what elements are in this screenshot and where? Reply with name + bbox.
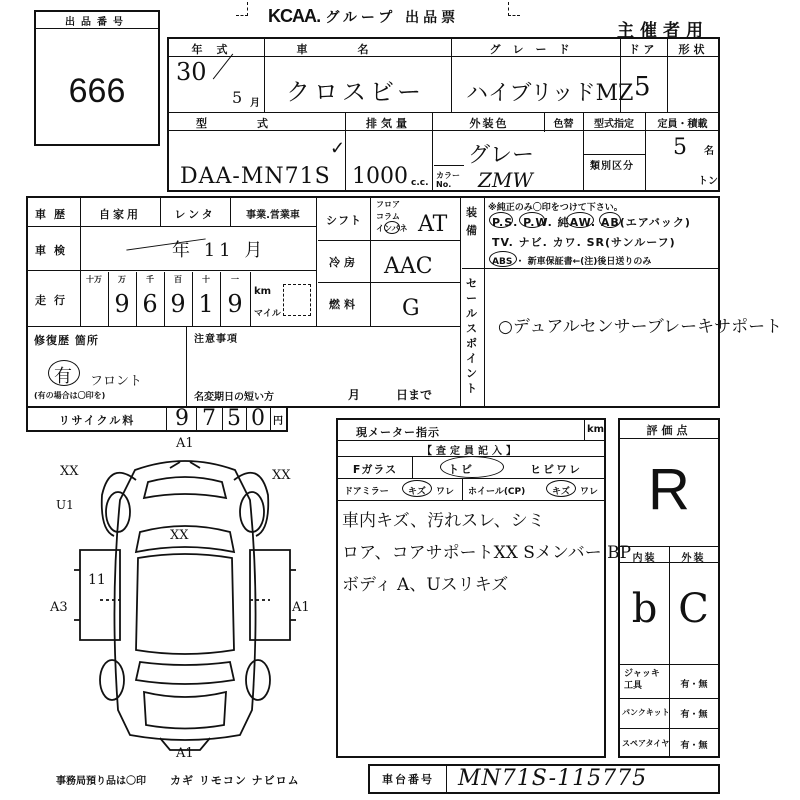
shift-value: AT: [418, 212, 448, 237]
mark-left: A3: [50, 600, 68, 615]
office-note: 事務局預り品は〇印: [56, 776, 146, 787]
exterior-color-label: 外装色: [469, 117, 509, 130]
divider: [270, 408, 271, 430]
jack-label: ジャッキ工具: [624, 669, 660, 691]
shift-label: シフト: [326, 214, 362, 227]
corner-mark: [508, 2, 520, 16]
title-text: .グループ 出品票: [316, 10, 460, 26]
fuel-label: 燃料: [329, 298, 359, 311]
score-value: R: [648, 457, 690, 522]
shift-panel: インパネ: [376, 224, 408, 233]
ac-value: AAC: [384, 254, 433, 279]
divider: [28, 326, 460, 327]
lot-number-label: 出品番号: [65, 17, 129, 28]
exterior-value: C: [678, 586, 709, 632]
exterior-color-value: グレー: [468, 143, 535, 168]
divider: [412, 456, 413, 478]
type-value: DAA-MN71S: [180, 164, 331, 189]
capacity-unit: 名: [704, 146, 714, 157]
divider: [338, 440, 604, 441]
repair-label: 修復歴 箇所: [34, 334, 99, 347]
mileage-digit: 9: [114, 290, 130, 318]
wheel-option-scratch: キズ: [552, 487, 570, 497]
mark-right: A1: [292, 600, 310, 615]
equipment-circle-ps: [489, 212, 513, 228]
equipment-label: 装備: [466, 206, 477, 237]
repair-value: 有: [54, 366, 72, 387]
km-label: km: [254, 286, 272, 297]
mirror-option-circle: [402, 480, 432, 497]
mark-left-scratch: 11: [88, 572, 106, 588]
divider: [620, 438, 718, 439]
recycle-digit: 7: [202, 406, 216, 431]
door-value: 5: [634, 72, 651, 102]
mirror-option-crack: ワレ: [436, 487, 455, 497]
shift-column: コラム: [376, 212, 400, 221]
year-value: 30: [176, 58, 207, 86]
lot-number-value: 666: [68, 72, 126, 110]
model-name-value: クロスビー: [286, 78, 426, 106]
ac-label: 冷房: [329, 256, 359, 269]
mirror-label: ドアミラー: [344, 487, 389, 497]
equipment-line1: P.S. P.W. 純AW. AB(エアバック): [492, 216, 691, 229]
capacity-value: 5: [673, 135, 687, 160]
repair-note: (有の場合は〇印を): [34, 391, 106, 400]
equipment-circle-pw: [519, 212, 545, 228]
year-label: 年式: [191, 43, 242, 56]
usage-rental: レンタ: [174, 208, 216, 221]
divider: [370, 198, 371, 326]
interior-value: b: [631, 586, 658, 632]
meter-label: 現メーター指示: [356, 426, 440, 439]
repair-detail: フロント: [90, 374, 143, 389]
mileage-digit: 1: [198, 290, 214, 318]
recycle-label: リサイクル料: [58, 414, 136, 427]
inspector-label: 【査定員記入】: [422, 446, 520, 457]
color-no-label: カラーNo.: [436, 171, 460, 189]
mileage-label: 走行: [35, 294, 73, 307]
inspection-value: 年 11 月: [172, 240, 267, 261]
divider: [186, 326, 187, 406]
glass-label: Fガラス: [352, 463, 398, 476]
capacity-label: 定員・積載: [657, 119, 708, 130]
usage-private: 自家用: [99, 208, 141, 221]
category-label: 類別区分: [590, 161, 634, 172]
inspection-note-1: 車内キズ、汚れスレ、シミ: [342, 511, 545, 531]
mark-roof: XX: [170, 528, 189, 543]
meter-unit: km: [587, 424, 605, 435]
car-history-label: 車歴: [35, 208, 73, 221]
spare-presence: 有・無: [680, 741, 708, 751]
mark-front-right: XX: [272, 468, 291, 483]
mile-label: マイル: [254, 309, 281, 319]
repair-circle: [48, 360, 80, 386]
car-diagram: [40, 440, 330, 760]
mark-front-left: XX: [60, 464, 79, 479]
recycle-unit: 円: [273, 416, 283, 427]
mileage-digit-label: 十万: [86, 275, 102, 284]
wheel-option-circle: [546, 480, 576, 497]
fuel-value: G: [402, 296, 420, 321]
divider: [462, 478, 463, 500]
expiry-day: 日まで: [396, 388, 433, 402]
divider: [462, 268, 718, 269]
puncture-kit-label: パンクキット: [622, 708, 670, 717]
mileage-digit-label: 十: [202, 275, 210, 284]
divider: [169, 112, 718, 113]
month-value: 5: [232, 88, 243, 107]
type-label: 型式: [196, 117, 318, 130]
shift-floor: フロア: [376, 200, 400, 209]
jack-presence: 有・無: [680, 680, 708, 690]
month-unit: 月: [250, 98, 262, 109]
body-shape-label: 形状: [678, 43, 709, 56]
glass-option-crack: ヒビワレ: [530, 463, 582, 476]
glass-option-circle: [440, 456, 504, 478]
divider: [338, 478, 604, 479]
sales-point-label: セールスポイント: [466, 277, 477, 395]
color-no-value: ZMW: [478, 168, 533, 192]
divider: [338, 500, 604, 501]
divider: [318, 240, 460, 241]
grade-label: グレード: [489, 43, 582, 56]
interior-label: 内装: [632, 553, 657, 564]
form-title: [268, 6, 459, 27]
glass-option-chip: トビ: [448, 463, 474, 476]
divider: [583, 154, 645, 155]
equipment-note: ※純正のみ〇印をつけて下さい。: [488, 203, 623, 213]
expiry-month: 月: [348, 388, 363, 402]
grade-value: ハイブリッドMZ: [466, 81, 634, 106]
divider: [250, 272, 251, 326]
sales-point-value: ○デュアルセンサーブレーキサポート: [498, 317, 783, 337]
mileage-digit: 9: [170, 290, 186, 318]
divider: [28, 226, 316, 227]
door-label: ドア: [628, 43, 659, 56]
divider: [669, 546, 670, 756]
model-name-label: 車名: [296, 43, 419, 56]
displacement-value: 1000: [352, 164, 408, 189]
divider: [584, 420, 585, 440]
recycle-digit: 0: [251, 406, 265, 431]
inspection-note-3: ボディ A、Uスリキズ: [342, 575, 509, 595]
spare-tire-label: スペアタイヤ: [622, 739, 670, 748]
puncture-presence: 有・無: [680, 710, 708, 720]
exterior-label: 外装: [681, 553, 706, 564]
mileage-digit-label: 百: [174, 275, 182, 284]
mileage-digit: 9: [227, 290, 243, 318]
divider: [36, 28, 158, 29]
mileage-digit-label: 千: [146, 275, 154, 284]
office-items: カギ リモコン ナビロム: [170, 774, 300, 787]
divider: [484, 198, 485, 406]
mileage-digit-label: 一: [231, 275, 239, 284]
type-designation-label: 型式指定: [594, 119, 634, 130]
divider: [432, 112, 433, 192]
divider: [446, 766, 447, 792]
wheel-option-crack: ワレ: [580, 487, 599, 497]
displacement-unit: c.c.: [411, 178, 429, 188]
mile-checkbox: [283, 284, 311, 316]
mileage-digit-label: 万: [118, 275, 126, 284]
chassis-label: 車台番号: [382, 773, 434, 786]
wheel-label: ホイール(CP): [468, 487, 526, 497]
recycle-digit: 9: [175, 406, 189, 431]
recycle-digit: 5: [227, 406, 241, 431]
divider: [434, 165, 464, 166]
type-mark: ✓: [330, 138, 346, 159]
shift-panel-circle: [384, 221, 400, 234]
score-label: 評価点: [646, 424, 692, 437]
inspection-label: 車検: [35, 244, 73, 257]
caution-label: 注意事項: [194, 334, 238, 345]
mirror-option-scratch: キズ: [408, 487, 426, 497]
color-change-label: 色替: [553, 119, 574, 130]
chassis-value: MN71S-115775: [458, 766, 648, 791]
equipment-circle-abs: [489, 251, 517, 267]
equipment-line2: TV. ナビ. カワ. SR(サンルーフ): [492, 236, 676, 249]
usage-business: 事業.営業車: [246, 210, 300, 221]
divider: [460, 198, 461, 406]
mark-rear: A1: [176, 746, 194, 761]
load-unit: トン: [698, 176, 718, 187]
mark-side: U1: [56, 498, 74, 512]
copy-label: 主催者用: [617, 21, 709, 41]
displacement-label: 排気量: [366, 117, 411, 130]
equipment-circle-ab: [599, 212, 621, 228]
expiry-label: 名変期日の短い方: [194, 392, 274, 403]
equipment-line3: ABS ・ 新車保証書←(注)後日送りのみ: [492, 257, 652, 267]
mark-front: A1: [176, 436, 194, 451]
mileage-digit: 6: [142, 290, 158, 318]
divider: [318, 282, 460, 283]
divider: [166, 408, 167, 430]
inspection-note-2: ロア、コアサポートXX Sメンバー BP: [342, 543, 632, 563]
divider: [28, 270, 316, 271]
corner-mark: [236, 2, 248, 16]
equipment-circle-aw: [566, 212, 594, 228]
kcaa-logo: KCAA: [268, 6, 316, 26]
divider: [316, 198, 317, 326]
